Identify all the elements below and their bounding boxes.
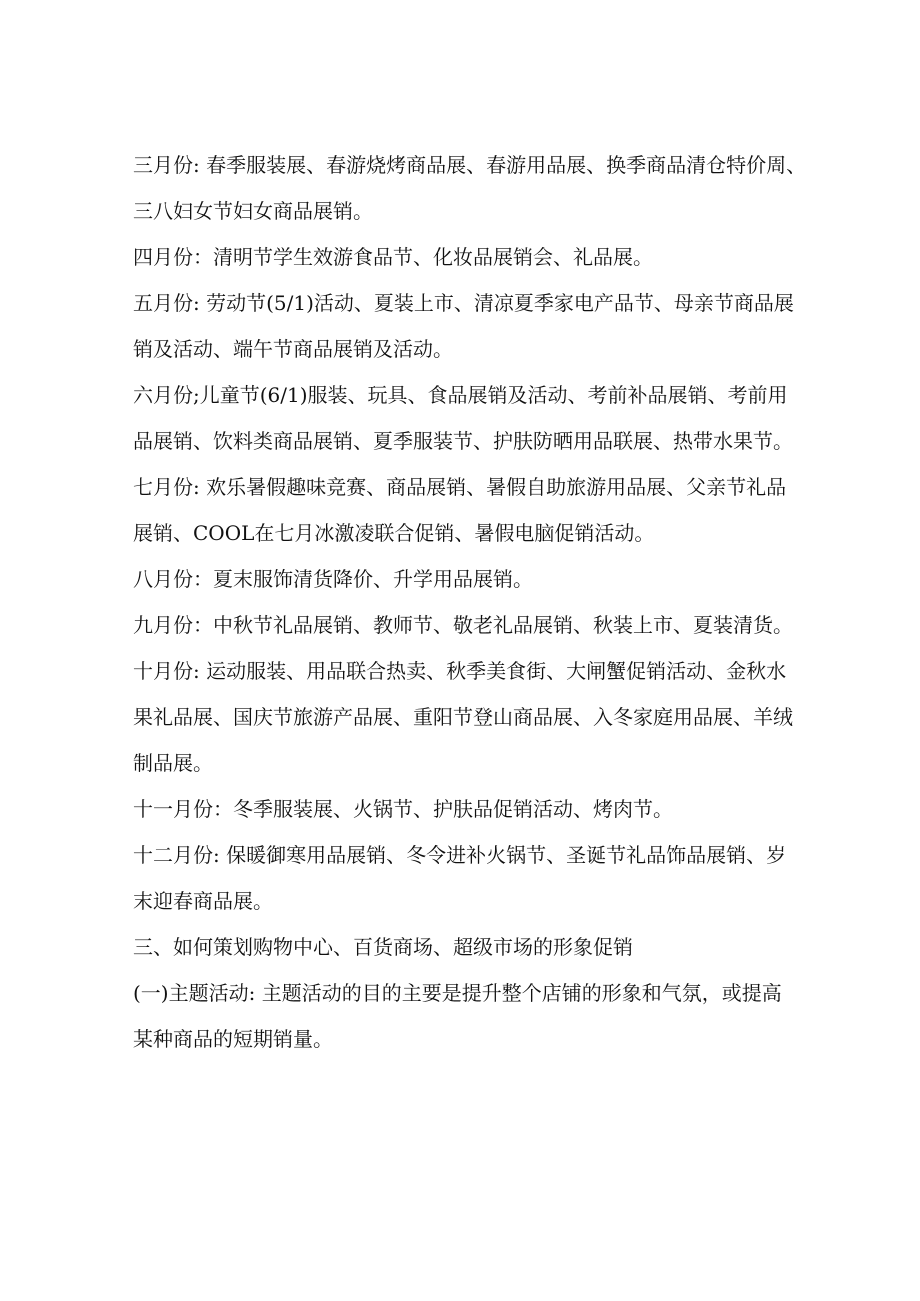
paragraph-august-line-1: 八月份：夏末服饰清货降价、升学用品展销。: [133, 567, 533, 591]
paragraph-may-line-2: 销及活动、端午节商品展销及活动。: [133, 337, 453, 361]
paragraph-october-line-3: 制品展。: [133, 751, 213, 775]
paragraph-december-line-2: 末迎春商品展。: [133, 889, 273, 913]
paragraph-march-line-2: 三八妇女节妇女商品展销。: [133, 199, 373, 223]
paragraph-june-line-2: 品展销、饮料类商品展销、夏季服装节、护肤防晒用品联展、热带水果节。: [133, 429, 793, 453]
paragraph-october-line-1: 十月份: 运动服装、用品联合热卖、秋季美食街、大闸蟹促销活动、金秋水: [133, 659, 787, 683]
section-heading: 三、如何策划购物中心、百货商场、超级市场的形象促销: [133, 935, 633, 959]
paragraph-july-line-1: 七月份: 欢乐暑假趣味竞赛、商品展销、暑假自助旅游用品展、父亲节礼品: [133, 475, 787, 499]
paragraph-april-line-1: 四月份：清明节学生效游食品节、化妆品展销会、礼品展。: [133, 245, 653, 269]
paragraph-november-line-1: 十一月份：冬季服装展、火锅节、护肤品促销活动、烤肉节。: [133, 797, 673, 821]
paragraph-october-line-2: 果礼品展、国庆节旅游产品展、重阳节登山商品展、入冬家庭用品展、羊绒: [133, 705, 793, 729]
paragraph-may-line-1: 五月份: 劳动节(5/1)活动、夏装上市、清凉夏季家电产品节、母亲节商品展: [133, 291, 794, 315]
document-body: [133, 142, 813, 1062]
paragraph-june-line-1: 六月份;儿童节(6/1)服装、玩具、食品展销及活动、考前补品展销、考前用: [133, 383, 788, 407]
paragraph-september-line-1: 九月份：中秋节礼品展销、教师节、敬老礼品展销、秋装上市、夏装清货。: [133, 613, 793, 637]
paragraph-theme-activity-line-1: (一)主题活动: 主题活动的目的主要是提升整个店铺的形象和气氛，或提高: [133, 981, 782, 1005]
paragraph-december-line-1: 十二月份: 保暖御寒用品展销、冬令进补火锅节、圣诞节礼品饰品展销、岁: [133, 843, 787, 867]
paragraph-march-line-1: 三月份: 春季服装展、春游烧烤商品展、春游用品展、换季商品清仓特价周、: [133, 153, 807, 177]
paragraph-july-line-2: 展销、COOL在七月冰激凌联合促销、暑假电脑促销活动。: [133, 521, 655, 545]
paragraph-theme-activity-line-2: 某种商品的短期销量。: [133, 1027, 333, 1051]
